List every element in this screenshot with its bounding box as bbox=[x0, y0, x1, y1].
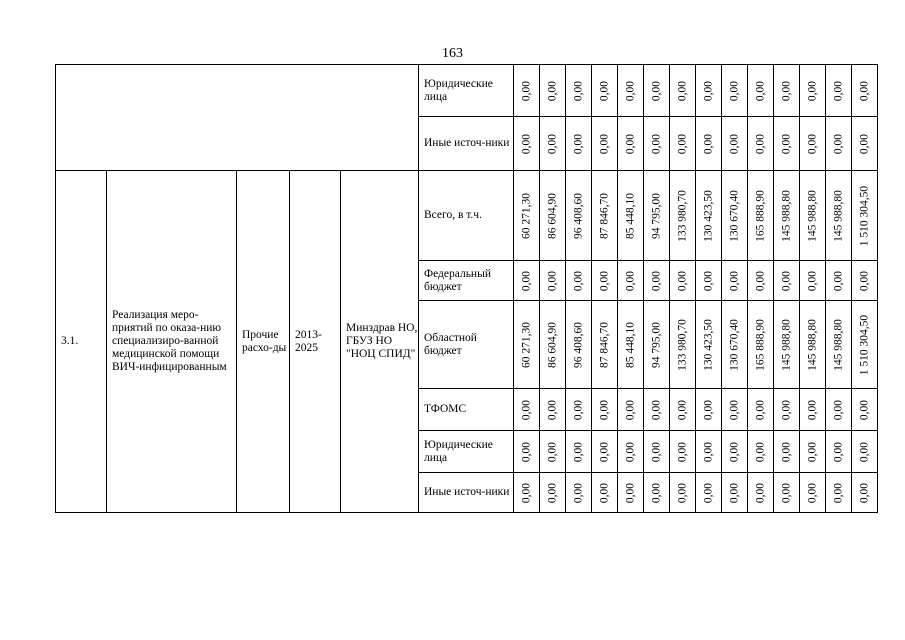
value-text: 165 888,90 bbox=[754, 189, 766, 242]
value-text: 0,00 bbox=[806, 482, 818, 503]
value-text: 0,00 bbox=[520, 270, 532, 291]
value-text: 0,00 bbox=[572, 133, 584, 154]
value-text: 133 980,70 bbox=[676, 189, 688, 242]
value-cell bbox=[644, 431, 670, 473]
value-text: 0,00 bbox=[702, 399, 714, 420]
value-cell bbox=[774, 473, 800, 513]
value-cell bbox=[670, 65, 696, 117]
value-cell bbox=[852, 171, 878, 261]
value-cell bbox=[540, 117, 566, 171]
value-text: 0,00 bbox=[702, 441, 714, 462]
value-cell bbox=[670, 301, 696, 389]
funding-source-label: Иные источ-ники bbox=[419, 473, 514, 513]
value-cell bbox=[774, 171, 800, 261]
value-cell bbox=[618, 117, 644, 171]
value-text: 0,00 bbox=[572, 270, 584, 291]
blank-cell bbox=[56, 65, 419, 171]
value-text: 0,00 bbox=[728, 133, 740, 154]
value-text: 0,00 bbox=[624, 482, 636, 503]
value-cell bbox=[696, 431, 722, 473]
value-text: 0,00 bbox=[676, 133, 688, 154]
value-cell bbox=[670, 473, 696, 513]
value-text: 0,00 bbox=[858, 270, 870, 291]
value-text: 0,00 bbox=[572, 80, 584, 101]
value-cell bbox=[618, 301, 644, 389]
value-text: 1 510 304,50 bbox=[858, 314, 870, 375]
value-cell bbox=[852, 117, 878, 171]
value-cell bbox=[748, 473, 774, 513]
value-cell bbox=[540, 301, 566, 389]
page-number: 163 bbox=[442, 46, 463, 61]
value-text: 0,00 bbox=[598, 133, 610, 154]
value-cell bbox=[592, 389, 618, 431]
value-text: 85 448,10 bbox=[624, 321, 636, 368]
value-text: 0,00 bbox=[702, 270, 714, 291]
value-text: 87 846,70 bbox=[598, 321, 610, 368]
value-cell bbox=[566, 171, 592, 261]
value-text: 0,00 bbox=[728, 80, 740, 101]
value-cell bbox=[540, 171, 566, 261]
value-text: 0,00 bbox=[650, 270, 662, 291]
value-text: 96 408,60 bbox=[572, 321, 584, 368]
value-cell bbox=[826, 473, 852, 513]
value-text: 0,00 bbox=[806, 133, 818, 154]
value-cell bbox=[826, 171, 852, 261]
value-cell bbox=[826, 301, 852, 389]
value-cell bbox=[592, 117, 618, 171]
value-cell bbox=[748, 117, 774, 171]
value-cell bbox=[566, 117, 592, 171]
value-text: 0,00 bbox=[650, 482, 662, 503]
value-text: 0,00 bbox=[858, 441, 870, 462]
value-text: 0,00 bbox=[650, 399, 662, 420]
value-cell bbox=[826, 117, 852, 171]
value-cell bbox=[592, 171, 618, 261]
value-text: 0,00 bbox=[598, 270, 610, 291]
value-text: 0,00 bbox=[546, 399, 558, 420]
value-cell bbox=[670, 389, 696, 431]
value-text: 0,00 bbox=[520, 482, 532, 503]
value-cell bbox=[592, 301, 618, 389]
value-text: 85 448,10 bbox=[624, 192, 636, 239]
value-cell bbox=[592, 261, 618, 301]
value-cell bbox=[800, 301, 826, 389]
value-cell bbox=[696, 65, 722, 117]
value-cell bbox=[826, 389, 852, 431]
value-cell bbox=[592, 431, 618, 473]
value-cell bbox=[774, 261, 800, 301]
value-text: 0,00 bbox=[676, 482, 688, 503]
value-cell bbox=[592, 473, 618, 513]
value-text: 0,00 bbox=[546, 482, 558, 503]
value-text: 0,00 bbox=[598, 441, 610, 462]
value-cell bbox=[566, 389, 592, 431]
value-text: 86 604,90 bbox=[546, 192, 558, 239]
value-cell bbox=[800, 117, 826, 171]
expense-type: Прочие расхо-ды bbox=[237, 171, 290, 513]
value-cell bbox=[514, 261, 540, 301]
value-text: 0,00 bbox=[728, 482, 740, 503]
value-text: 0,00 bbox=[572, 482, 584, 503]
value-cell bbox=[852, 473, 878, 513]
value-text: 0,00 bbox=[806, 399, 818, 420]
value-cell bbox=[748, 431, 774, 473]
value-text: 0,00 bbox=[858, 80, 870, 101]
value-cell bbox=[748, 301, 774, 389]
value-text: 0,00 bbox=[624, 133, 636, 154]
value-cell bbox=[722, 261, 748, 301]
value-cell bbox=[722, 65, 748, 117]
value-cell bbox=[696, 301, 722, 389]
value-text: 0,00 bbox=[728, 399, 740, 420]
value-cell bbox=[618, 389, 644, 431]
value-cell bbox=[514, 473, 540, 513]
value-cell bbox=[514, 301, 540, 389]
period: 2013-2025 bbox=[290, 171, 341, 513]
value-cell bbox=[826, 65, 852, 117]
value-cell bbox=[618, 171, 644, 261]
value-cell bbox=[618, 65, 644, 117]
value-text: 133 980,70 bbox=[676, 318, 688, 371]
funding-source-label: Федеральный бюджет bbox=[419, 261, 514, 301]
value-text: 1 510 304,50 bbox=[858, 185, 870, 246]
value-cell bbox=[722, 171, 748, 261]
value-cell bbox=[514, 389, 540, 431]
value-text: 145 988,80 bbox=[832, 189, 844, 242]
value-cell bbox=[774, 431, 800, 473]
value-cell bbox=[514, 171, 540, 261]
value-cell bbox=[852, 261, 878, 301]
value-text: 0,00 bbox=[754, 482, 766, 503]
funding-source-label: Юридические лица bbox=[419, 65, 514, 117]
value-text: 0,00 bbox=[546, 80, 558, 101]
value-text: 0,00 bbox=[728, 270, 740, 291]
value-cell bbox=[800, 473, 826, 513]
funding-source-label: Юридические лица bbox=[419, 431, 514, 473]
value-cell bbox=[540, 431, 566, 473]
value-cell bbox=[670, 431, 696, 473]
value-text: 0,00 bbox=[572, 441, 584, 462]
value-text: 0,00 bbox=[858, 133, 870, 154]
value-text: 0,00 bbox=[676, 399, 688, 420]
value-text: 0,00 bbox=[520, 80, 532, 101]
value-text: 0,00 bbox=[702, 482, 714, 503]
value-cell bbox=[644, 117, 670, 171]
value-cell bbox=[852, 65, 878, 117]
value-text: 0,00 bbox=[754, 441, 766, 462]
value-text: 0,00 bbox=[598, 482, 610, 503]
value-text: 165 888,90 bbox=[754, 318, 766, 371]
value-text: 0,00 bbox=[780, 399, 792, 420]
value-text: 0,00 bbox=[780, 80, 792, 101]
value-text: 0,00 bbox=[832, 133, 844, 154]
value-cell bbox=[800, 431, 826, 473]
value-text: 60 271,30 bbox=[520, 192, 532, 239]
value-text: 0,00 bbox=[520, 399, 532, 420]
value-text: 96 408,60 bbox=[572, 192, 584, 239]
value-cell bbox=[800, 171, 826, 261]
value-cell bbox=[618, 473, 644, 513]
value-text: 0,00 bbox=[624, 441, 636, 462]
value-text: 0,00 bbox=[676, 80, 688, 101]
value-cell bbox=[670, 261, 696, 301]
value-cell bbox=[696, 473, 722, 513]
value-cell bbox=[540, 65, 566, 117]
value-cell bbox=[774, 389, 800, 431]
value-text: 0,00 bbox=[806, 80, 818, 101]
measure-name: Реализация меро-приятий по оказа-нию специализиро-ванной медицинской помощи ВИЧ-инфицированным bbox=[107, 171, 237, 513]
value-cell bbox=[644, 473, 670, 513]
value-text: 145 988,80 bbox=[806, 318, 818, 371]
value-cell bbox=[852, 431, 878, 473]
value-text: 130 670,40 bbox=[728, 318, 740, 371]
value-cell bbox=[722, 389, 748, 431]
value-text: 0,00 bbox=[546, 441, 558, 462]
value-text: 0,00 bbox=[650, 80, 662, 101]
value-cell bbox=[774, 65, 800, 117]
value-cell bbox=[644, 171, 670, 261]
value-text: 145 988,80 bbox=[780, 318, 792, 371]
value-cell bbox=[540, 389, 566, 431]
value-text: 0,00 bbox=[624, 270, 636, 291]
funding-source-label: ТФОМС bbox=[419, 389, 514, 431]
value-cell bbox=[722, 301, 748, 389]
value-text: 0,00 bbox=[754, 270, 766, 291]
value-cell bbox=[514, 431, 540, 473]
value-cell bbox=[748, 261, 774, 301]
value-text: 0,00 bbox=[832, 482, 844, 503]
value-text: 0,00 bbox=[702, 133, 714, 154]
value-cell bbox=[826, 431, 852, 473]
value-text: 0,00 bbox=[598, 80, 610, 101]
value-text: 0,00 bbox=[858, 482, 870, 503]
budget-table bbox=[55, 64, 878, 513]
value-cell bbox=[618, 431, 644, 473]
value-cell bbox=[566, 261, 592, 301]
value-cell bbox=[696, 389, 722, 431]
value-text: 0,00 bbox=[832, 441, 844, 462]
value-text: 130 670,40 bbox=[728, 189, 740, 242]
value-cell bbox=[618, 261, 644, 301]
value-text: 0,00 bbox=[546, 270, 558, 291]
value-text: 0,00 bbox=[650, 441, 662, 462]
value-text: 0,00 bbox=[754, 399, 766, 420]
value-cell bbox=[748, 389, 774, 431]
value-cell bbox=[722, 431, 748, 473]
value-text: 0,00 bbox=[780, 133, 792, 154]
executor: Минздрав НО, ГБУЗ НО "НОЦ СПИД" bbox=[341, 171, 419, 513]
table-row bbox=[56, 65, 878, 117]
value-cell bbox=[592, 65, 618, 117]
value-text: 87 846,70 bbox=[598, 192, 610, 239]
value-cell bbox=[774, 117, 800, 171]
value-text: 0,00 bbox=[832, 80, 844, 101]
value-cell bbox=[852, 389, 878, 431]
value-cell bbox=[540, 261, 566, 301]
value-text: 0,00 bbox=[754, 133, 766, 154]
value-text: 145 988,80 bbox=[832, 318, 844, 371]
value-text: 0,00 bbox=[806, 270, 818, 291]
value-cell bbox=[800, 389, 826, 431]
value-cell bbox=[540, 473, 566, 513]
value-cell bbox=[644, 65, 670, 117]
value-cell bbox=[826, 261, 852, 301]
value-text: 0,00 bbox=[858, 399, 870, 420]
value-cell bbox=[696, 261, 722, 301]
value-cell bbox=[722, 117, 748, 171]
value-text: 130 423,50 bbox=[702, 189, 714, 242]
value-cell bbox=[696, 171, 722, 261]
value-cell bbox=[774, 301, 800, 389]
value-cell bbox=[644, 301, 670, 389]
value-cell bbox=[670, 117, 696, 171]
value-cell bbox=[800, 261, 826, 301]
value-text: 86 604,90 bbox=[546, 321, 558, 368]
funding-source-label: Всего, в т.ч. bbox=[419, 171, 514, 261]
value-text: 94 795,00 bbox=[650, 321, 662, 368]
value-cell bbox=[566, 65, 592, 117]
value-text: 0,00 bbox=[520, 441, 532, 462]
value-text: 0,00 bbox=[702, 80, 714, 101]
value-cell bbox=[748, 65, 774, 117]
value-text: 60 271,30 bbox=[520, 321, 532, 368]
value-cell bbox=[644, 261, 670, 301]
value-text: 145 988,80 bbox=[806, 189, 818, 242]
table-row bbox=[56, 171, 878, 261]
value-text: 94 795,00 bbox=[650, 192, 662, 239]
value-text: 130 423,50 bbox=[702, 318, 714, 371]
value-text: 0,00 bbox=[754, 80, 766, 101]
value-cell bbox=[566, 301, 592, 389]
value-text: 0,00 bbox=[520, 133, 532, 154]
value-text: 0,00 bbox=[780, 270, 792, 291]
value-text: 0,00 bbox=[676, 270, 688, 291]
value-cell bbox=[566, 473, 592, 513]
value-cell bbox=[696, 117, 722, 171]
value-cell bbox=[852, 301, 878, 389]
value-cell bbox=[644, 389, 670, 431]
value-cell bbox=[670, 171, 696, 261]
value-text: 0,00 bbox=[780, 482, 792, 503]
value-cell bbox=[722, 473, 748, 513]
value-text: 0,00 bbox=[728, 441, 740, 462]
value-text: 0,00 bbox=[780, 441, 792, 462]
funding-source-label: Областной бюджет bbox=[419, 301, 514, 389]
value-text: 145 988,80 bbox=[780, 189, 792, 242]
measure-number: 3.1. bbox=[56, 171, 107, 513]
value-text: 0,00 bbox=[650, 133, 662, 154]
value-cell bbox=[748, 171, 774, 261]
funding-source-label: Иные источ-ники bbox=[419, 117, 514, 171]
value-text: 0,00 bbox=[676, 441, 688, 462]
value-cell bbox=[514, 117, 540, 171]
value-text: 0,00 bbox=[546, 133, 558, 154]
value-cell bbox=[514, 65, 540, 117]
value-cell bbox=[566, 431, 592, 473]
value-cell bbox=[800, 65, 826, 117]
value-text: 0,00 bbox=[832, 270, 844, 291]
value-text: 0,00 bbox=[806, 441, 818, 462]
value-text: 0,00 bbox=[832, 399, 844, 420]
value-text: 0,00 bbox=[624, 399, 636, 420]
value-text: 0,00 bbox=[598, 399, 610, 420]
value-text: 0,00 bbox=[624, 80, 636, 101]
value-text: 0,00 bbox=[572, 399, 584, 420]
